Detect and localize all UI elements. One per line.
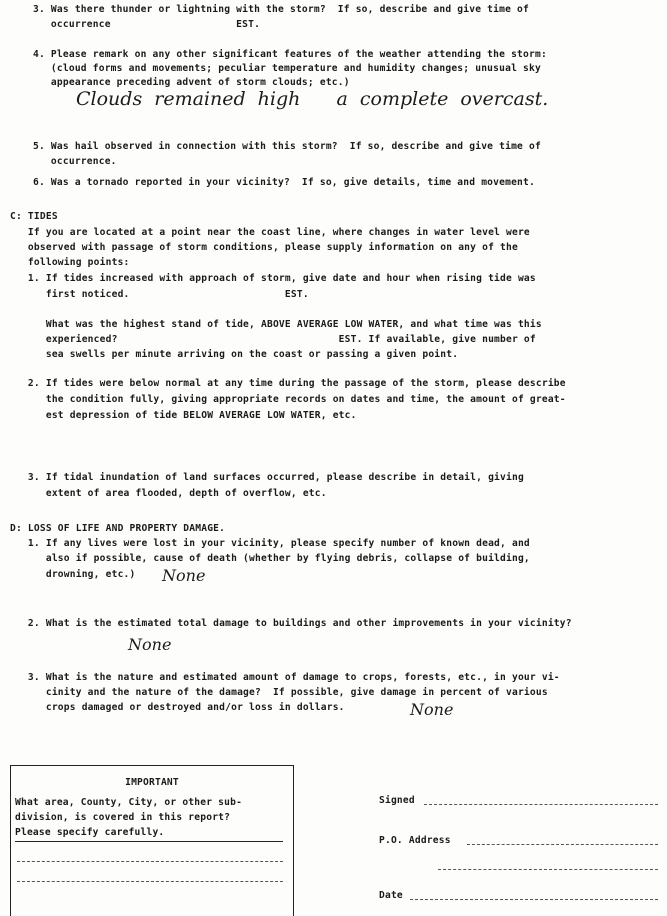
section-c-intro-line-1: If you are located at a point near the coast line, where changes in water level were <box>10 227 530 238</box>
question-d3-line-1: 3. What is the nature and estimated amount of damage to crops, forests, etc., in your vi- <box>10 672 560 683</box>
po-address-label: P.O. Address <box>379 835 451 846</box>
question-c1-line-2: first noticed. EST. <box>10 289 309 300</box>
question-d1-line-1: 1. If any lives were lost in your vicinity, please specify number of known dead, and <box>10 538 530 549</box>
area-entry-line-2[interactable] <box>17 881 283 882</box>
question-b6-line-1: 6. Was a tornado reported in your vicinity? If so, give details, time and movement. <box>33 177 535 188</box>
answer-d2-handwritten: None <box>128 635 172 654</box>
date-field[interactable] <box>410 899 658 900</box>
question-c2-line-2: the condition fully, giving appropriate records on dates and time, the amount of great- <box>10 394 566 405</box>
section-c-intro-line-2: observed with passage of storm conditions, please supply information on any of the <box>10 242 518 253</box>
question-c1-followup-line-3: sea swells per minute arriving on the coast or passing a given point. <box>10 349 459 360</box>
po-address-field-line-2[interactable] <box>438 869 658 870</box>
question-c2-line-3: est depression of tide BELOW AVERAGE LOW WATER, etc. <box>10 410 357 421</box>
question-b4-line-3: appearance preceding advent of storm clouds; etc.) <box>33 77 350 88</box>
date-label: Date <box>379 890 403 901</box>
question-d1-line-2: also if possible, cause of death (whether by flying debris, collapse of building, <box>10 553 530 564</box>
section-d-heading: D: LOSS OF LIFE AND PROPERTY DAMAGE. <box>10 523 226 534</box>
important-box <box>10 765 294 916</box>
important-line-3: Please specify carefully. <box>15 827 165 838</box>
area-entry-line-1[interactable] <box>17 861 283 862</box>
important-line-1: What area, County, City, or other sub- <box>15 797 243 808</box>
po-address-field-line-1[interactable] <box>467 844 658 845</box>
important-line-2: division, is covered in this report? <box>15 812 231 823</box>
question-b4-line-2: (cloud forms and movements; peculiar temperature and humidity changes; unusual sky <box>33 63 541 74</box>
signed-field[interactable] <box>424 804 658 805</box>
question-b5-line-1: 5. Was hail observed in connection with this storm? If so, describe and give time of <box>33 141 541 152</box>
important-divider <box>15 841 283 842</box>
question-c3-line-1: 3. If tidal inundation of land surfaces occurred, please describe in detail, giving <box>10 472 524 483</box>
question-d2-line-1: 2. What is the estimated total damage to buildings and other improvements in your vicinity? <box>10 618 572 629</box>
question-d1-line-3: drowning, etc.) <box>10 569 136 580</box>
answer-b4-handwritten: Clouds remained high a complete overcast. <box>76 88 549 110</box>
question-c3-line-2: extent of area flooded, depth of overflow, etc. <box>10 488 327 499</box>
answer-d1-handwritten: None <box>162 566 206 585</box>
question-b3-line-2: occurrence EST. <box>33 19 261 30</box>
question-b5-line-2: occurrence. <box>33 156 117 167</box>
question-b4-line-1: 4. Please remark on any other significant features of the weather attending the storm: <box>33 49 547 60</box>
section-c-heading: C: TIDES <box>10 211 58 222</box>
question-c1-followup-line-1: What was the highest stand of tide, ABOVE AVERAGE LOW WATER, and what time was this <box>10 319 542 330</box>
question-c2-line-1: 2. If tides were below normal at any time during the passage of the storm, please describe <box>10 378 566 389</box>
question-d3-line-2: cinity and the nature of the damage? If possible, give damage in percent of various <box>10 687 548 698</box>
question-b3-line-1: 3. Was there thunder or lightning with the storm? If so, describe and give time of <box>33 4 530 15</box>
section-c-intro-line-3: following points: <box>10 257 130 268</box>
question-c1-followup-line-2: experienced? EST. If available, give number of <box>10 334 536 345</box>
signed-label: Signed <box>379 795 415 806</box>
question-c1-line-1: 1. If tides increased with approach of storm, give date and hour when rising tide was <box>10 273 536 284</box>
important-title: IMPORTANT <box>125 777 179 788</box>
answer-d3-handwritten: None <box>410 700 454 719</box>
question-d3-line-3: crops damaged or destroyed and/or loss in dollars. <box>10 702 345 713</box>
